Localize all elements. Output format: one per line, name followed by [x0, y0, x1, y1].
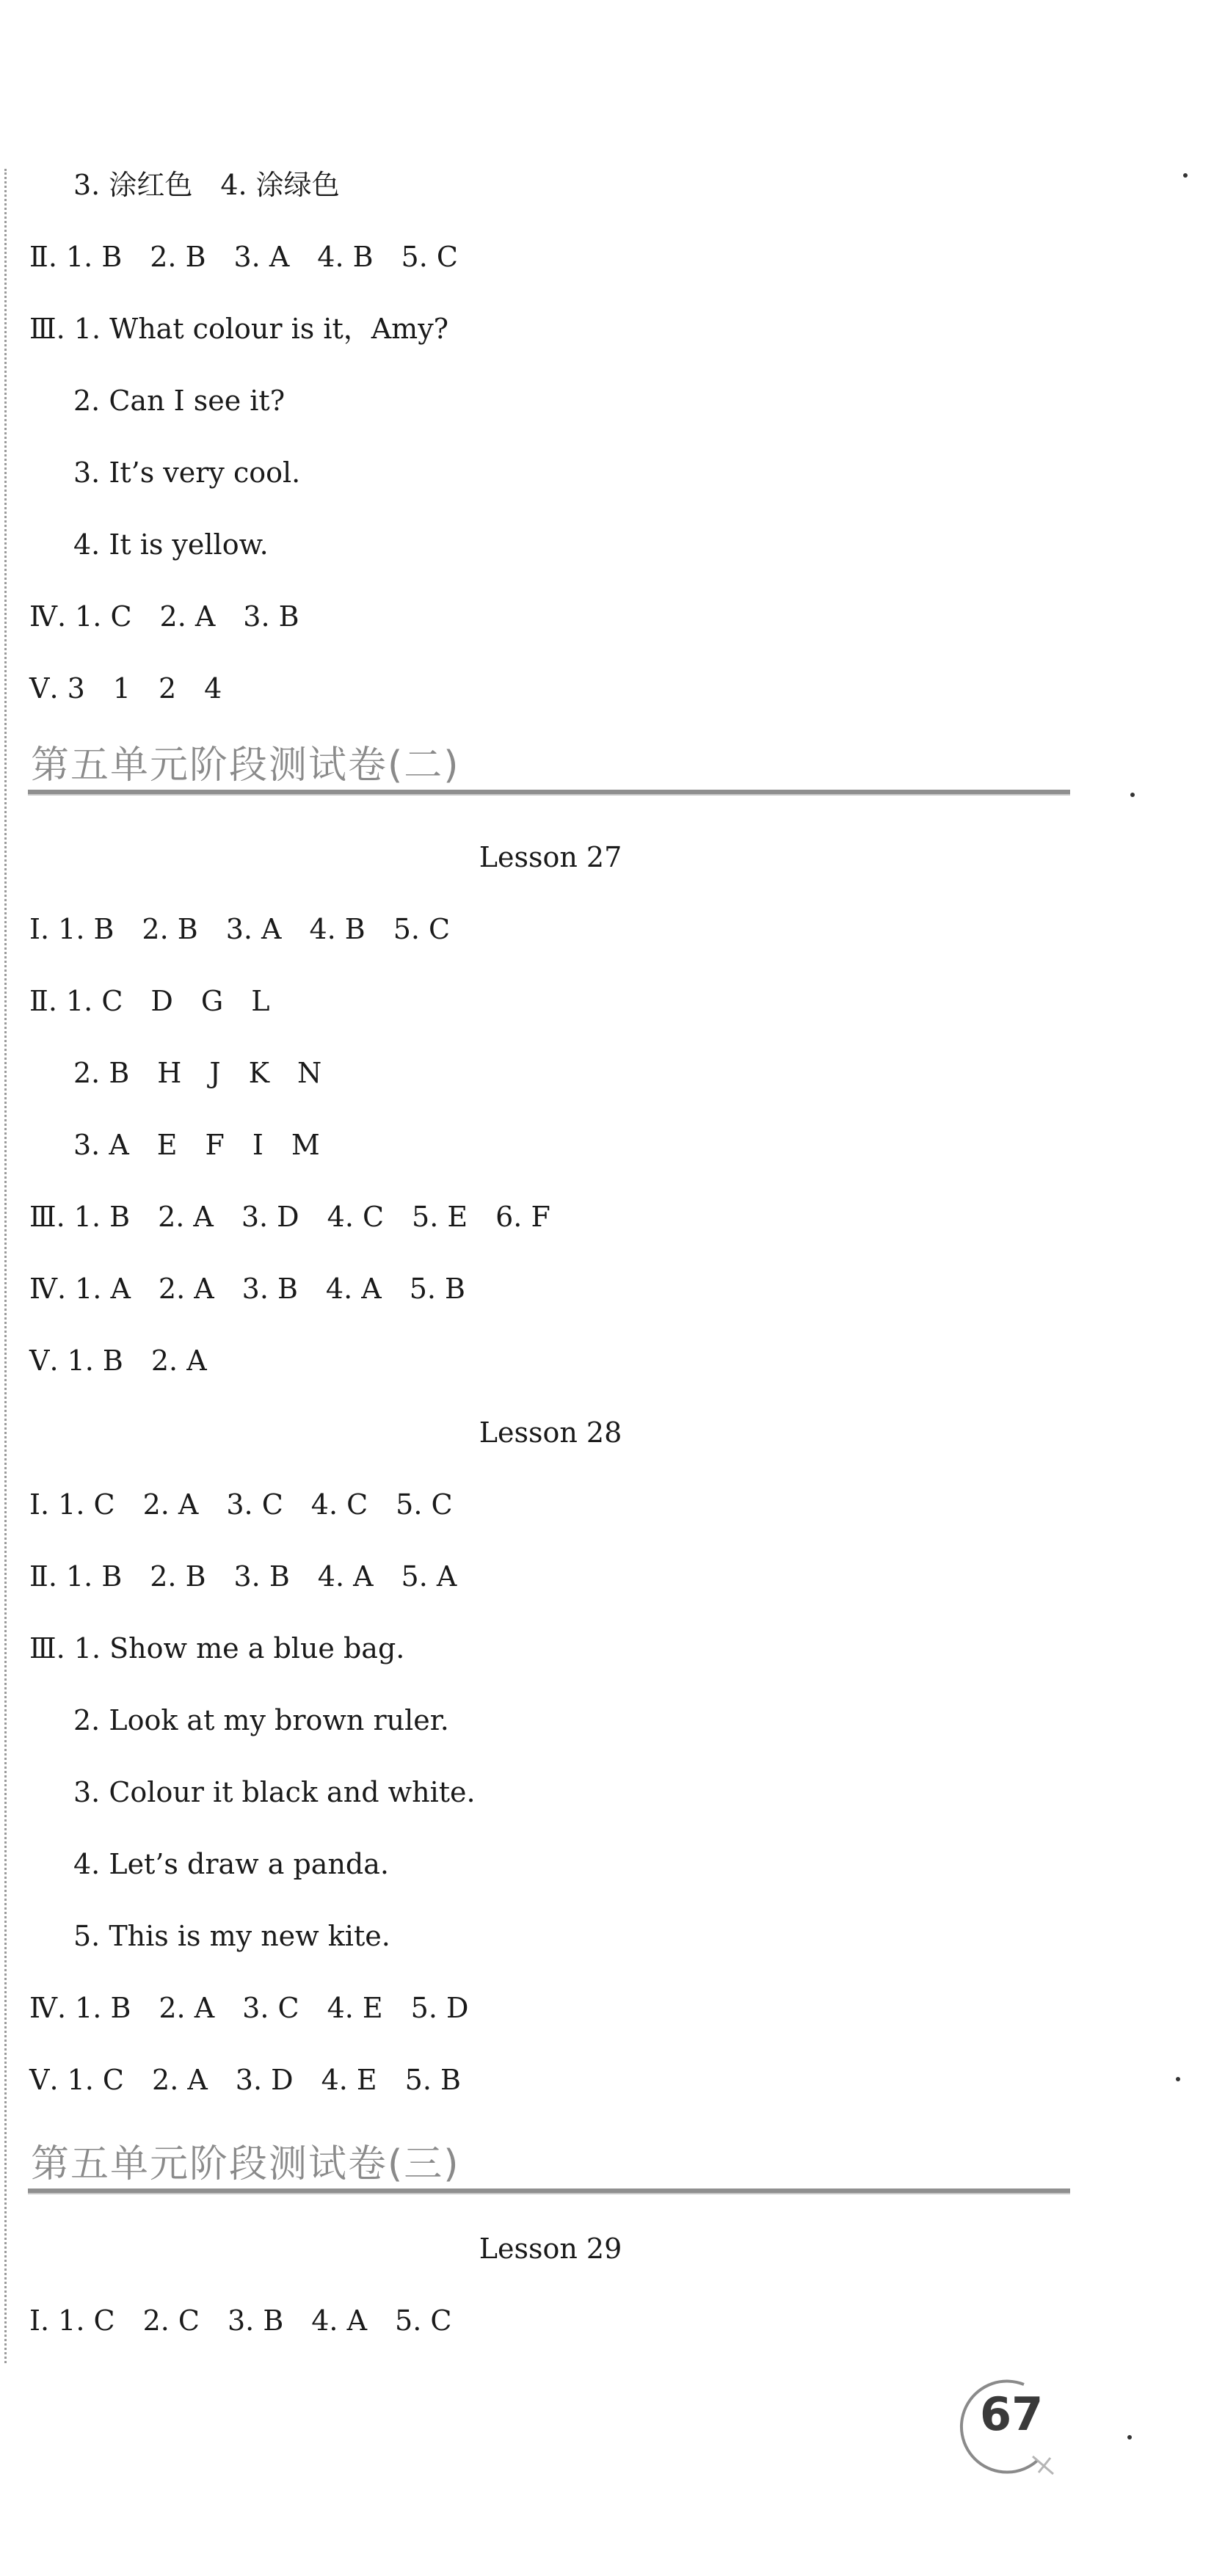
answer-line: 3. It’s very cool.: [73, 456, 301, 489]
answer-line: Ⅴ. 3 1 2 4: [29, 672, 222, 705]
answer-line: 2. Can I see it?: [73, 385, 286, 417]
answer-line: 5. This is my new kite.: [73, 1920, 390, 1952]
answer-line: Ⅰ. 1. C 2. C 3. B 4. A 5. C: [29, 2304, 452, 2337]
page-number-badge: [950, 2374, 1061, 2484]
answer-line: Ⅳ. 1. A 2. A 3. B 4. A 5. B: [29, 1273, 465, 1305]
answer-line: 3. 涂红色 4. 涂绿色: [73, 169, 340, 201]
answer-line: Ⅲ. 1. B 2. A 3. D 4. C 5. E 6. F: [29, 1201, 550, 1233]
scan-speck: [1127, 2435, 1132, 2439]
lesson-heading: Lesson 28: [479, 1416, 622, 1449]
section-title: 第五单元阶段测试卷(三): [31, 2142, 460, 2186]
answer-line: 2. Look at my brown ruler.: [73, 1704, 449, 1736]
answer-line: Ⅳ. 1. C 2. A 3. B: [29, 600, 299, 633]
section-rule: [28, 790, 1070, 796]
answer-line: 3. A E F I M: [73, 1129, 320, 1161]
answer-line: Ⅱ. 1. C D G L: [29, 985, 270, 1017]
answer-line: 4. Let’s draw a panda.: [73, 1848, 389, 1880]
answer-line: Ⅱ. 1. B 2. B 3. B 4. A 5. A: [29, 1560, 457, 1593]
lesson-heading: Lesson 29: [479, 2233, 622, 2265]
answer-line: Ⅰ. 1. B 2. B 3. A 4. B 5. C: [29, 913, 451, 945]
page-number: 67: [980, 2387, 1044, 2441]
section-title: 第五单元阶段测试卷(二): [31, 743, 460, 787]
answer-line: 4. It is yellow.: [73, 528, 269, 561]
answer-line: Ⅴ. 1. B 2. A: [29, 1345, 207, 1377]
answer-line: 3. Colour it black and white.: [73, 1776, 476, 1808]
binding-margin-dotted-line: [4, 169, 7, 2363]
answer-line: Ⅳ. 1. B 2. A 3. C 4. E 5. D: [29, 1992, 469, 2024]
scan-speck: [1176, 2077, 1180, 2081]
answer-line: Ⅲ. 1. Show me a blue bag.: [29, 1632, 405, 1664]
scan-speck: [1130, 793, 1135, 797]
section-header: [28, 2142, 1070, 2190]
answer-line: 2. B H J K N: [73, 1057, 322, 1089]
lesson-heading: Lesson 27: [479, 841, 622, 873]
answer-line: Ⅲ. 1. What colour is it，Amy?: [29, 313, 449, 345]
section-rule: [28, 2188, 1070, 2194]
scan-speck: [1183, 173, 1188, 178]
answer-line: Ⅱ. 1. B 2. B 3. A 4. B 5. C: [29, 241, 458, 273]
answer-line: Ⅰ. 1. C 2. A 3. C 4. C 5. C: [29, 1488, 453, 1521]
section-header: [28, 743, 1070, 791]
answer-line: Ⅴ. 1. C 2. A 3. D 4. E 5. B: [29, 2064, 461, 2096]
